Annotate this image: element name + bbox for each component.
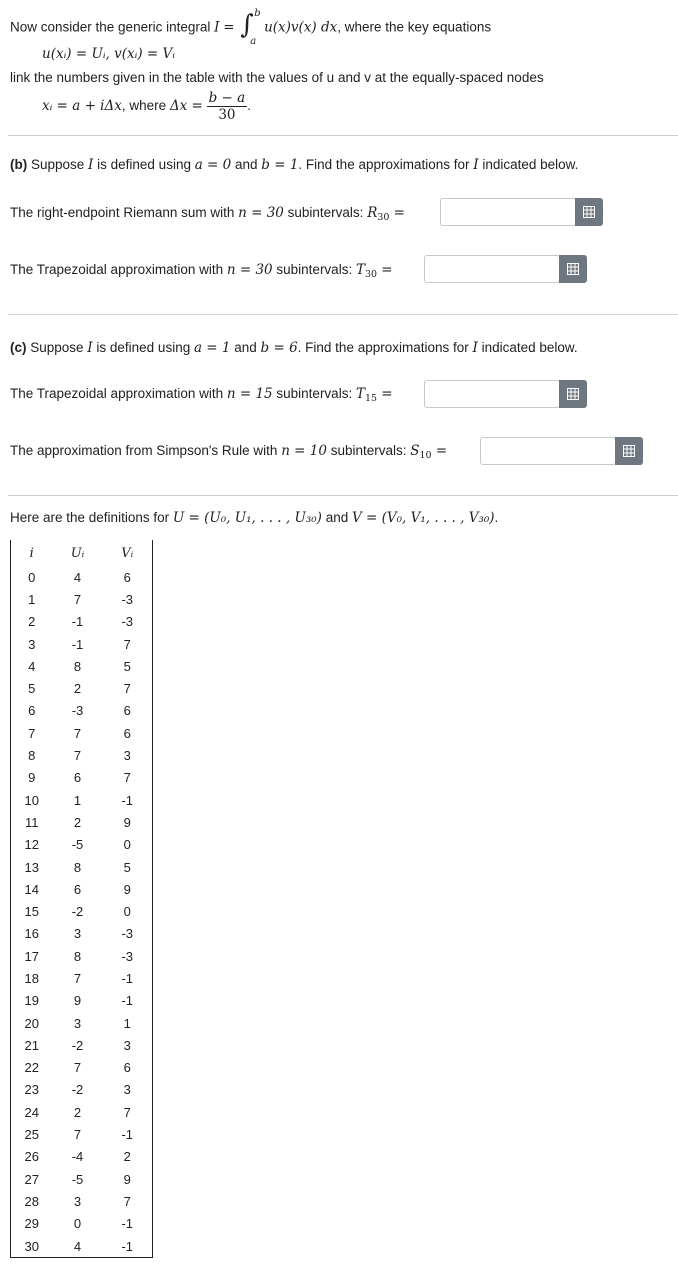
integral-upper-bound: b [254, 8, 261, 19]
where-text: , where [121, 98, 170, 114]
cell-v: -1 [121, 1238, 134, 1254]
cell-i: 13 [24, 859, 39, 875]
cell-v: 6 [123, 725, 131, 741]
fraction-numerator: b − a [208, 90, 246, 106]
cell-u: -1 [71, 636, 84, 652]
cell-v: 5 [123, 859, 131, 875]
cell-i: 8 [28, 748, 36, 764]
question-text: subintervals: [283, 205, 368, 220]
cell-u: 7 [73, 591, 82, 607]
table-row [11, 700, 153, 722]
n-value: n = 10 [281, 443, 327, 459]
cell-u: -2 [71, 1082, 84, 1098]
grid-icon [567, 388, 579, 400]
cell-u: 0 [73, 1216, 82, 1232]
answer-grid-button[interactable] [559, 255, 587, 283]
table-row [11, 611, 153, 633]
delta-x-lhs: Δx = [169, 98, 203, 115]
cell-u: 7 [73, 725, 82, 741]
prompt-text: Suppose [26, 340, 88, 355]
table-row [11, 878, 153, 900]
definitions-text: Here are the definitions for [10, 510, 173, 525]
definitions-text: and [321, 510, 352, 525]
question-text: subintervals: [272, 262, 356, 277]
intro-text: Now consider the generic integral [10, 19, 215, 35]
divider [8, 135, 678, 136]
answer-input-t30[interactable] [424, 255, 560, 283]
definitions-text: . [494, 510, 499, 525]
table-row [11, 990, 153, 1012]
part-c-label: (c) [10, 340, 27, 355]
cell-i: 1 [28, 591, 36, 607]
cell-u: 8 [73, 859, 82, 875]
prompt-text: . Find the approximations for [297, 340, 473, 355]
table-row [11, 811, 153, 833]
equals-sign: = [376, 386, 393, 402]
fraction-denominator: 30 [218, 107, 236, 123]
definitions-line [10, 510, 498, 526]
grid-icon [583, 206, 595, 218]
cell-v: 7 [123, 1193, 131, 1209]
question-text: The Trapezoidal approximation with [10, 262, 227, 277]
part-c-question-1 [10, 386, 393, 402]
data-table [10, 540, 153, 1258]
table-row [11, 945, 153, 967]
answer-input-t15[interactable] [424, 380, 560, 408]
table-row [11, 1146, 153, 1168]
node-formula: xᵢ = a + iΔx [42, 98, 122, 115]
cell-v: 1 [123, 1015, 131, 1031]
table-row [11, 1168, 153, 1190]
cell-u: 7 [73, 970, 82, 986]
cell-v: -3 [121, 614, 134, 630]
table-row [11, 722, 153, 744]
part-b-question-1 [10, 205, 405, 221]
node-equation [42, 90, 251, 123]
answer-grid-button[interactable] [575, 198, 603, 226]
cell-v: -1 [121, 993, 134, 1009]
cell-v: -3 [121, 591, 134, 607]
table-row [11, 1012, 153, 1034]
approx-subscript: 30 [364, 269, 377, 280]
approx-symbol: T [355, 262, 365, 278]
cell-u: 2 [73, 681, 82, 697]
question-text: The approximation from Simpson's Rule with [10, 443, 282, 458]
table-row [11, 1057, 153, 1079]
part-b-label: (b) [10, 157, 28, 172]
answer-input-s10[interactable] [480, 437, 616, 465]
equals-sign: = [389, 205, 405, 221]
cell-v: 6 [123, 703, 131, 719]
cell-v: -1 [121, 792, 134, 808]
cell-v: 0 [123, 904, 131, 920]
cell-u: -2 [71, 1037, 84, 1053]
table-row [11, 1213, 153, 1235]
cell-u: 6 [73, 881, 82, 897]
cell-v: 9 [123, 881, 131, 897]
cell-v: 7 [123, 1104, 131, 1120]
prompt-I: I [87, 340, 93, 356]
cell-i: 30 [24, 1238, 39, 1254]
cell-v: 3 [123, 1037, 131, 1053]
cell-u: 7 [73, 748, 82, 764]
table-row [11, 1034, 153, 1056]
table-row [11, 588, 153, 610]
table-row [11, 967, 153, 989]
prompt-I: I [472, 340, 478, 356]
cell-i: 25 [24, 1127, 39, 1143]
divider [8, 314, 678, 315]
cell-i: 7 [28, 725, 36, 741]
integral-lower-bound: a [250, 36, 257, 47]
table-row [11, 923, 153, 945]
cell-u: 2 [73, 1104, 82, 1120]
cell-u: 4 [73, 1238, 82, 1254]
cell-u: -4 [71, 1149, 84, 1165]
approx-subscript: 15 [364, 393, 377, 404]
table-row [11, 1079, 153, 1101]
integral-sign: ∫ b a [240, 8, 261, 47]
table-row [11, 677, 153, 699]
table-header-row [11, 540, 153, 566]
v-definition: V = (V₀, V₁, . . . , V₃₀) [351, 510, 495, 526]
question-text: subintervals: [326, 443, 411, 458]
header-v: Vᵢ [121, 545, 134, 561]
cell-v: -1 [121, 1127, 134, 1143]
table-row [11, 566, 153, 588]
fraction-tail: . [247, 98, 251, 114]
prompt-I: I [473, 157, 479, 173]
question-text: The Trapezoidal approximation with [10, 386, 227, 401]
prompt-text: . Find the approximations for [298, 157, 474, 172]
prompt-I: I [88, 157, 94, 173]
cell-v: 5 [123, 658, 131, 674]
cell-i: 2 [28, 614, 36, 630]
a-value: a = 0 [194, 157, 232, 173]
header-i: i [29, 545, 34, 561]
cell-i: 0 [28, 569, 36, 585]
b-value: b = 6 [260, 340, 298, 356]
table-row [11, 1235, 153, 1258]
cell-u: 6 [73, 770, 82, 786]
cell-u: -5 [71, 837, 84, 853]
table-row [11, 1101, 153, 1123]
cell-v: 3 [123, 748, 131, 764]
prompt-text: indicated below. [478, 157, 579, 172]
cell-v: 9 [123, 1171, 131, 1187]
integrand: u(x)v(x) dx [264, 19, 338, 36]
table-row [11, 789, 153, 811]
cell-u: 9 [73, 993, 82, 1009]
delta-x-fraction [207, 90, 248, 123]
table-row [11, 655, 153, 677]
cell-u: 3 [73, 926, 82, 942]
part-b-prompt [10, 157, 578, 173]
intro-tail: , where the key equations [337, 19, 492, 35]
part-c-prompt [10, 340, 578, 356]
grid-icon [623, 445, 635, 457]
n-value: n = 30 [238, 205, 284, 221]
cell-i: 14 [24, 881, 39, 897]
cell-i: 12 [24, 837, 39, 853]
cell-u: 2 [73, 814, 82, 830]
cell-v: 7 [123, 770, 131, 786]
approx-subscript: 10 [419, 450, 432, 461]
divider [8, 495, 678, 496]
equals-sign: = [376, 262, 393, 278]
cell-i: 26 [24, 1149, 39, 1165]
cell-i: 27 [24, 1171, 39, 1187]
n-value: n = 30 [226, 262, 273, 278]
prompt-text: and [231, 157, 262, 172]
question-text: subintervals: [272, 386, 356, 401]
cell-v: 6 [123, 569, 131, 585]
equals-sign: = [431, 443, 448, 459]
cell-u: 3 [73, 1193, 82, 1209]
cell-i: 19 [24, 993, 39, 1009]
cell-i: 11 [25, 814, 39, 830]
cell-i: 9 [28, 770, 36, 786]
cell-i: 4 [28, 658, 36, 674]
integral-symbol-I: I [214, 19, 220, 36]
cell-v: -3 [121, 926, 134, 942]
cell-v: 3 [123, 1082, 131, 1098]
a-value: a = 1 [193, 340, 231, 356]
answer-input-r30[interactable] [440, 198, 576, 226]
cell-v: -1 [121, 970, 134, 986]
cell-i: 22 [24, 1060, 39, 1076]
cell-i: 24 [24, 1104, 39, 1120]
cell-i: 16 [24, 926, 39, 942]
equals-sign: = [223, 19, 235, 36]
question-text: The right-endpoint Riemann sum with [10, 205, 239, 220]
cell-i: 29 [24, 1216, 39, 1232]
intro-line-3: link the numbers given in the table with the values of u and v at the equally-spaced nodes [10, 70, 544, 85]
cell-v: -3 [121, 948, 134, 964]
approx-symbol: R [367, 205, 378, 221]
b-value: b = 1 [261, 157, 299, 173]
u-definition: U = (U₀, U₁, . . . , U₃₀) [172, 510, 322, 526]
approx-subscript: 30 [377, 212, 390, 223]
prompt-text: Suppose [27, 157, 89, 172]
table-row [11, 1190, 153, 1212]
cell-u: -3 [71, 703, 84, 719]
approx-symbol: S [410, 443, 420, 459]
answer-grid-button[interactable] [615, 437, 643, 465]
cell-v: 7 [123, 681, 131, 697]
cell-u: 7 [73, 1060, 82, 1076]
cell-u: -2 [71, 904, 84, 920]
cell-i: 10 [24, 792, 39, 808]
n-value: n = 15 [226, 386, 273, 402]
cell-u: 8 [73, 658, 82, 674]
table-row [11, 834, 153, 856]
table-row [11, 767, 153, 789]
approx-symbol: T [355, 386, 365, 402]
cell-u: 4 [73, 569, 82, 585]
cell-i: 15 [24, 904, 39, 920]
cell-i: 6 [28, 703, 36, 719]
cell-u: 1 [73, 792, 82, 808]
header-u: Uᵢ [70, 545, 85, 561]
part-c-question-2 [10, 443, 447, 459]
table-row [11, 633, 153, 655]
cell-i: 28 [24, 1193, 39, 1209]
prompt-text: and [230, 340, 261, 355]
prompt-text: is defined using [93, 157, 195, 172]
prompt-text: indicated below. [477, 340, 578, 355]
part-b-question-2 [10, 262, 393, 278]
table-row [11, 856, 153, 878]
cell-i: 18 [24, 970, 39, 986]
table-body [11, 566, 153, 1258]
key-equations: u(xᵢ) = Uᵢ, v(xᵢ) = Vᵢ [42, 46, 175, 62]
grid-icon [567, 263, 579, 275]
cell-v: 0 [123, 837, 131, 853]
cell-i: 21 [24, 1037, 39, 1053]
table-row [11, 900, 153, 922]
cell-i: 20 [24, 1015, 39, 1031]
intro-line-1 [10, 8, 492, 47]
cell-i: 3 [28, 636, 36, 652]
cell-u: 3 [73, 1015, 82, 1031]
table-row [11, 1123, 153, 1145]
cell-v: 6 [123, 1060, 131, 1076]
answer-grid-button[interactable] [559, 380, 587, 408]
table-row [11, 744, 153, 766]
cell-v: 9 [123, 814, 131, 830]
cell-v: -1 [121, 1216, 134, 1232]
cell-v: 7 [123, 636, 131, 652]
cell-i: 5 [28, 681, 36, 697]
cell-u: -5 [71, 1171, 84, 1187]
cell-v: 2 [123, 1149, 131, 1165]
cell-i: 17 [24, 948, 39, 964]
cell-i: 23 [24, 1082, 39, 1098]
prompt-text: is defined using [92, 340, 194, 355]
cell-u: 7 [73, 1127, 82, 1143]
cell-u: 8 [73, 948, 82, 964]
cell-u: -1 [71, 614, 84, 630]
